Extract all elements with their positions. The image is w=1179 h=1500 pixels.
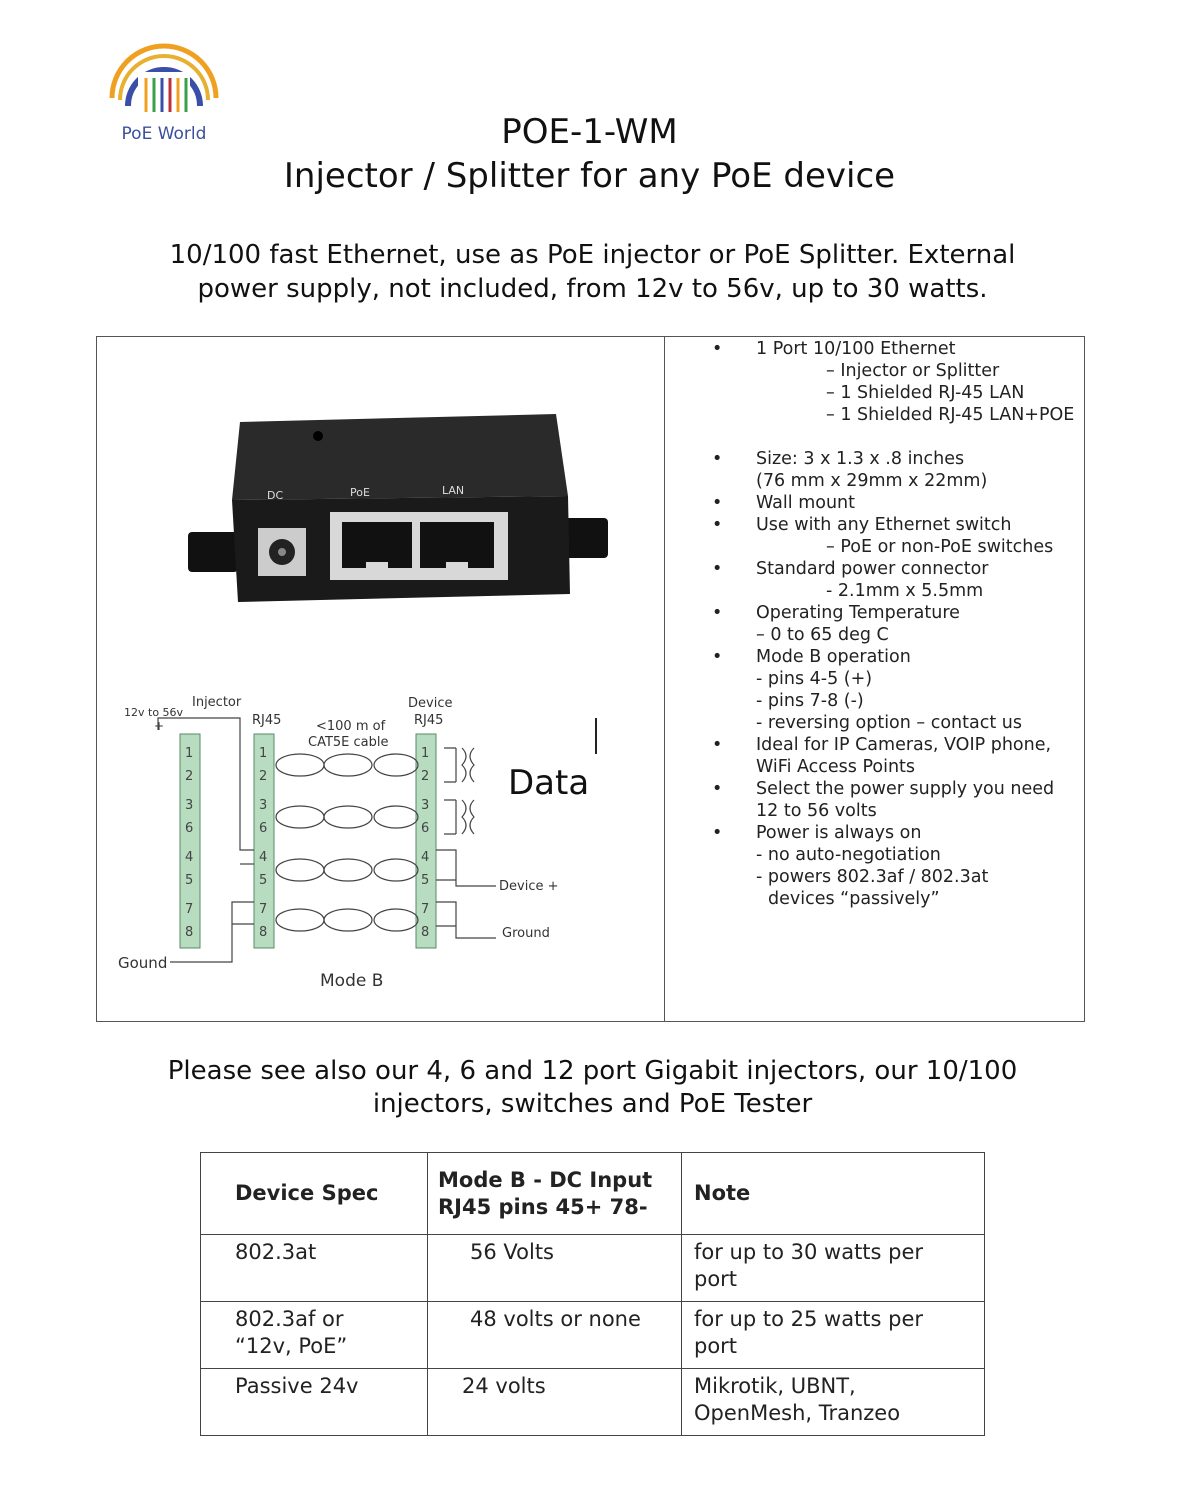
pin-label: 5 bbox=[185, 873, 194, 888]
list-item: • Wall mount bbox=[712, 493, 855, 513]
power-spec-table bbox=[200, 1152, 985, 1436]
list-subitem: - powers 802.3af / 802.3at bbox=[756, 867, 989, 887]
rj45-label: RJ45 bbox=[252, 713, 282, 728]
list-item: • Mode B operation bbox=[712, 647, 911, 667]
gound-label: Gound bbox=[118, 954, 168, 972]
bullet: • bbox=[712, 515, 723, 535]
spec-list bbox=[712, 338, 1082, 910]
rainbow-cable-logo-icon bbox=[104, 20, 224, 124]
bullet: • bbox=[712, 647, 723, 667]
list-subitem: WiFi Access Points bbox=[756, 757, 916, 777]
list-item: • Operating Temperature bbox=[712, 603, 960, 623]
pin-label: 5 bbox=[421, 873, 430, 888]
list-subitem: - pins 4-5 (+) bbox=[756, 669, 873, 689]
pin-label: 1 bbox=[421, 746, 430, 761]
list-subitem: - 2.1mm x 5.5mm bbox=[826, 581, 984, 601]
bullet: • bbox=[712, 339, 723, 359]
device-photo bbox=[180, 400, 620, 620]
list-item: • Power is always on bbox=[712, 823, 922, 843]
table-row: 802.3af or “12v, PoE” 48 volts or none for up to 25 watts per port bbox=[201, 1302, 985, 1369]
pin-label: 8 bbox=[421, 925, 430, 940]
pin-label: 3 bbox=[421, 798, 430, 813]
pin-label: 1 bbox=[185, 746, 194, 761]
column-header: Note bbox=[694, 1181, 751, 1205]
bullet: • bbox=[712, 603, 723, 623]
cable-label: <100 m of bbox=[316, 719, 386, 734]
data-label: Data bbox=[508, 763, 590, 803]
table-row: Passive 24v 24 volts Mikrotik, UBNT, OpenMesh, Tranzeo bbox=[201, 1369, 985, 1436]
bullet: • bbox=[712, 559, 723, 579]
list-subitem: - no auto-negotiation bbox=[756, 845, 941, 865]
list-item: • Standard power connector bbox=[712, 559, 989, 579]
list-item: • Use with any Ethernet switch bbox=[712, 515, 1012, 535]
cable-label: CAT5E cable bbox=[308, 735, 389, 750]
ground-label: Ground bbox=[502, 926, 550, 941]
voltage-label: 12v to 56v bbox=[124, 706, 184, 719]
list-subitem: – Injector or Splitter bbox=[826, 361, 1000, 381]
bullet: • bbox=[712, 735, 723, 755]
pin-label: 6 bbox=[259, 821, 268, 836]
column-header: Mode B - DC Input RJ45 pins 45+ 78- bbox=[438, 1167, 653, 1219]
pin-label: 2 bbox=[185, 769, 194, 784]
wiring-diagram bbox=[110, 690, 630, 1010]
pin-label: 3 bbox=[185, 798, 194, 813]
pin-label: 7 bbox=[259, 902, 268, 917]
table-row: 802.3at 56 Volts for up to 30 watts per port bbox=[201, 1235, 985, 1302]
bullet: • bbox=[712, 449, 723, 469]
see-also-text bbox=[100, 1055, 1085, 1121]
see-also-line: Please see also our 4, 6 and 12 port Gigabit injectors, our 10/100 bbox=[167, 1056, 1018, 1086]
pin-label: 3 bbox=[259, 798, 268, 813]
pin-label: 7 bbox=[185, 902, 194, 917]
pin-label: 6 bbox=[185, 821, 194, 836]
list-subitem: – 0 to 65 deg C bbox=[756, 625, 889, 645]
device-rj45-label: RJ45 bbox=[414, 713, 444, 728]
plus-label: + bbox=[154, 719, 165, 733]
bullet: • bbox=[712, 823, 723, 843]
logo-text: PoE World bbox=[121, 124, 207, 144]
list-subitem: - reversing option – contact us bbox=[756, 713, 1022, 733]
pin-label: 5 bbox=[259, 873, 268, 888]
pin-label: 4 bbox=[185, 850, 194, 865]
pin-label: 6 bbox=[421, 821, 430, 836]
column-header: Device Spec bbox=[235, 1181, 379, 1205]
pin-label: 8 bbox=[185, 925, 194, 940]
intro-line: power supply, not included, from 12v to 56v, up to 30 watts. bbox=[197, 274, 988, 304]
intro-text bbox=[100, 238, 1085, 306]
pin-label: 7 bbox=[421, 902, 430, 917]
list-subitem: (76 mm x 29mm x 22mm) bbox=[756, 471, 988, 491]
pin-label: 4 bbox=[421, 850, 430, 865]
list-item: • Ideal for IP Cameras, VOIP phone, bbox=[712, 735, 1052, 755]
pin-label: 2 bbox=[259, 769, 268, 784]
bullet: • bbox=[712, 779, 723, 799]
bullet: • bbox=[712, 493, 723, 513]
pin-label: 4 bbox=[259, 850, 268, 865]
pin-label: 8 bbox=[259, 925, 268, 940]
lan-label: LAN bbox=[442, 484, 465, 497]
dc-label: DC bbox=[267, 489, 284, 502]
device-plus-label: Device + bbox=[499, 879, 559, 894]
list-subitem: 12 to 56 volts bbox=[756, 801, 877, 821]
pin-label: 1 bbox=[259, 746, 268, 761]
poe-label: PoE bbox=[350, 486, 370, 499]
mode-label: Mode B bbox=[320, 971, 384, 991]
see-also-line: injectors, switches and PoE Tester bbox=[372, 1089, 813, 1119]
list-item: • Select the power supply you need bbox=[712, 779, 1055, 799]
product-title: POE-1-WM bbox=[501, 112, 678, 152]
list-subitem: – PoE or non-PoE switches bbox=[826, 537, 1054, 557]
list-item: • 1 Port 10/100 Ethernet bbox=[712, 339, 956, 359]
panel-divider bbox=[664, 336, 665, 1022]
list-subitem: devices “passively” bbox=[768, 889, 940, 909]
table-header-row bbox=[201, 1153, 985, 1235]
intro-line: 10/100 fast Ethernet, use as PoE injector or PoE Splitter. External bbox=[169, 240, 1016, 270]
list-subitem: - pins 7-8 (-) bbox=[756, 691, 864, 711]
product-subtitle: Injector / Splitter for any PoE device bbox=[283, 156, 896, 196]
device-label: Device bbox=[408, 696, 453, 711]
list-item: • Size: 3 x 1.3 x .8 inches bbox=[712, 449, 965, 469]
injector-label: Injector bbox=[192, 695, 242, 710]
list-subitem: – 1 Shielded RJ-45 LAN bbox=[826, 383, 1025, 403]
pin-label: 2 bbox=[421, 769, 430, 784]
list-subitem: – 1 Shielded RJ-45 LAN+POE bbox=[826, 405, 1075, 425]
